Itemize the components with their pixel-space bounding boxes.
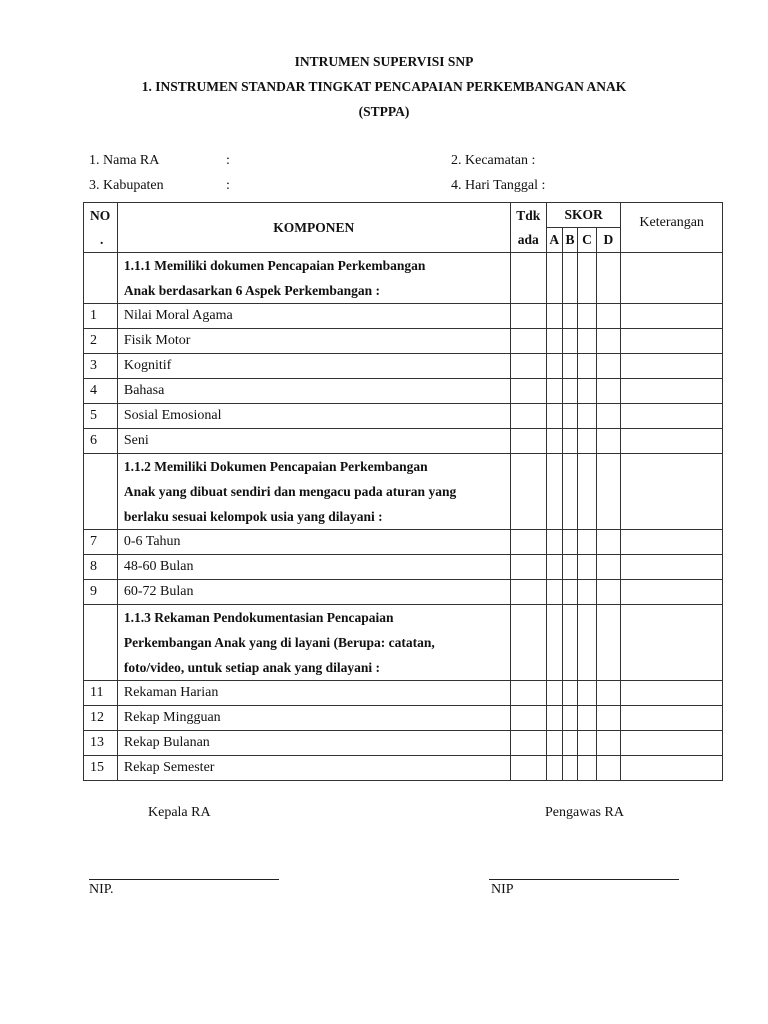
skor-d-cell[interactable] xyxy=(596,253,621,304)
skor-b-cell[interactable] xyxy=(562,253,578,304)
tdk-ada-cell[interactable] xyxy=(510,429,546,454)
skor-b-cell[interactable] xyxy=(562,605,578,681)
keterangan-cell[interactable] xyxy=(621,580,723,605)
nama-ra-colon: : xyxy=(226,153,230,168)
tdk-ada-cell[interactable] xyxy=(510,580,546,605)
tdk-ada-cell[interactable] xyxy=(510,530,546,555)
skor-d-cell[interactable] xyxy=(596,404,621,429)
keterangan-cell[interactable] xyxy=(621,253,723,304)
section-heading-line: foto/video, untuk setiap anak yang dilayani : xyxy=(123,660,381,675)
kepala-ra-label: Kepala RA xyxy=(148,805,211,820)
header-skor-b: B xyxy=(562,228,578,253)
table-row xyxy=(84,681,723,706)
row-number: 7 xyxy=(84,530,118,555)
document-subtitle: 1. INSTRUMEN STANDAR TINGKAT PENCAPAIAN PERKEMBANGAN ANAK xyxy=(141,79,627,94)
tdk-ada-cell[interactable] xyxy=(510,354,546,379)
skor-b-cell[interactable] xyxy=(562,379,578,404)
skor-d-cell[interactable] xyxy=(596,706,621,731)
pengawas-ra-label: Pengawas RA xyxy=(545,805,624,820)
skor-b-cell[interactable] xyxy=(562,706,578,731)
skor-c-cell[interactable] xyxy=(578,429,596,454)
section-heading-line: Perkembangan Anak yang di layani (Berupa: catatan, xyxy=(123,635,435,650)
row-komponen: 60-72 Bulan xyxy=(117,580,510,605)
header-skor-c: C xyxy=(578,228,596,253)
row-number: 3 xyxy=(84,354,118,379)
skor-d-cell[interactable] xyxy=(596,605,621,681)
keterangan-cell[interactable] xyxy=(621,530,723,555)
document-title: INTRUMEN SUPERVISI SNP xyxy=(294,54,474,69)
section-heading xyxy=(117,454,510,530)
keterangan-cell[interactable] xyxy=(621,379,723,404)
skor-a-cell[interactable] xyxy=(546,580,562,605)
section-heading-line: berlaku sesuai kelompok usia yang dilayani : xyxy=(123,509,383,524)
header-ada-label: ada xyxy=(517,231,539,247)
pengawas-signature-line xyxy=(489,879,679,880)
skor-a-cell[interactable] xyxy=(546,429,562,454)
row-komponen: Fisik Motor xyxy=(117,329,510,354)
tdk-ada-cell[interactable] xyxy=(510,329,546,354)
skor-b-cell[interactable] xyxy=(562,731,578,756)
row-number: 9 xyxy=(84,580,118,605)
row-komponen: Bahasa xyxy=(117,379,510,404)
tdk-ada-cell[interactable] xyxy=(510,605,546,681)
skor-b-cell[interactable] xyxy=(562,454,578,530)
skor-b-cell[interactable] xyxy=(562,329,578,354)
skor-d-cell[interactable] xyxy=(596,329,621,354)
table-row xyxy=(84,404,723,429)
skor-c-cell[interactable] xyxy=(578,304,596,329)
tdk-ada-cell[interactable] xyxy=(510,756,546,781)
skor-d-cell[interactable] xyxy=(596,580,621,605)
section-heading-line: Anak yang dibuat sendiri dan mengacu pada aturan yang xyxy=(123,484,457,499)
skor-d-cell[interactable] xyxy=(596,379,621,404)
row-number: 11 xyxy=(84,681,118,706)
table-row xyxy=(84,329,723,354)
skor-b-cell[interactable] xyxy=(562,530,578,555)
skor-d-cell[interactable] xyxy=(596,454,621,530)
nama-ra-label: 1. Nama RA xyxy=(89,153,160,168)
kecamatan-label: 2. Kecamatan : xyxy=(451,153,536,168)
skor-c-cell[interactable] xyxy=(578,756,596,781)
table-row xyxy=(84,580,723,605)
skor-a-cell[interactable] xyxy=(546,530,562,555)
row-komponen: 0-6 Tahun xyxy=(117,530,510,555)
hari-tanggal-label: 4. Hari Tanggal : xyxy=(451,178,546,193)
keterangan-cell[interactable] xyxy=(621,756,723,781)
row-komponen: 48-60 Bulan xyxy=(117,555,510,580)
row-number: 1 xyxy=(84,304,118,329)
skor-a-cell[interactable] xyxy=(546,329,562,354)
tdk-ada-cell[interactable] xyxy=(510,706,546,731)
kepala-nip-label: NIP. xyxy=(89,882,114,897)
row-number: 15 xyxy=(84,756,118,781)
skor-c-cell[interactable] xyxy=(578,530,596,555)
kabupaten-label: 3. Kabupaten xyxy=(89,178,164,193)
skor-a-cell[interactable] xyxy=(546,354,562,379)
skor-b-cell[interactable] xyxy=(562,681,578,706)
skor-c-cell[interactable] xyxy=(578,555,596,580)
skor-a-cell[interactable] xyxy=(546,379,562,404)
row-komponen: Sosial Emosional xyxy=(117,404,510,429)
row-komponen: Rekap Semester xyxy=(117,756,510,781)
table-row xyxy=(84,731,723,756)
skor-c-cell[interactable] xyxy=(578,605,596,681)
table-row xyxy=(84,706,723,731)
skor-c-cell[interactable] xyxy=(578,681,596,706)
skor-d-cell[interactable] xyxy=(596,731,621,756)
tdk-ada-cell[interactable] xyxy=(510,404,546,429)
section-header-row xyxy=(84,253,723,304)
tdk-ada-cell[interactable] xyxy=(510,555,546,580)
tdk-ada-cell[interactable] xyxy=(510,731,546,756)
keterangan-cell[interactable] xyxy=(621,706,723,731)
skor-c-cell[interactable] xyxy=(578,731,596,756)
table-row xyxy=(84,756,723,781)
row-number: 13 xyxy=(84,731,118,756)
keterangan-cell[interactable] xyxy=(621,555,723,580)
skor-c-cell[interactable] xyxy=(578,454,596,530)
skor-a-cell[interactable] xyxy=(546,304,562,329)
skor-c-cell[interactable] xyxy=(578,329,596,354)
skor-a-cell[interactable] xyxy=(546,706,562,731)
table-row xyxy=(84,530,723,555)
skor-b-cell[interactable] xyxy=(562,555,578,580)
row-number: 12 xyxy=(84,706,118,731)
keterangan-cell[interactable] xyxy=(621,731,723,756)
skor-b-cell[interactable] xyxy=(562,354,578,379)
skor-a-cell[interactable] xyxy=(546,681,562,706)
skor-c-cell[interactable] xyxy=(578,580,596,605)
skor-a-cell[interactable] xyxy=(546,756,562,781)
section-heading-line: 1.1.3 Rekaman Pendokumentasian Pencapaian xyxy=(123,610,394,625)
keterangan-cell[interactable] xyxy=(621,605,723,681)
section-heading xyxy=(117,605,510,681)
row-komponen: Kognitif xyxy=(117,354,510,379)
header-komponen: KOMPONEN xyxy=(117,203,510,253)
tdk-ada-cell[interactable] xyxy=(510,253,546,304)
keterangan-cell[interactable] xyxy=(621,354,723,379)
row-number: 2 xyxy=(84,329,118,354)
kabupaten-colon: : xyxy=(226,178,230,193)
row-komponen: Rekap Mingguan xyxy=(117,706,510,731)
skor-d-cell[interactable] xyxy=(596,429,621,454)
skor-d-cell[interactable] xyxy=(596,681,621,706)
skor-a-cell[interactable] xyxy=(546,605,562,681)
header-skor: SKOR xyxy=(546,203,621,228)
table-row xyxy=(84,379,723,404)
table-row xyxy=(84,555,723,580)
supervision-table xyxy=(83,202,723,781)
row-komponen: Rekap Bulanan xyxy=(117,731,510,756)
section-no-cell xyxy=(84,253,118,304)
skor-d-cell[interactable] xyxy=(596,555,621,580)
section-heading-line: Anak berdasarkan 6 Aspek Perkembangan : xyxy=(123,283,381,298)
table-body xyxy=(84,253,723,781)
skor-c-cell[interactable] xyxy=(578,354,596,379)
skor-c-cell[interactable] xyxy=(578,404,596,429)
tdk-ada-cell[interactable] xyxy=(510,304,546,329)
skor-a-cell[interactable] xyxy=(546,454,562,530)
skor-c-cell[interactable] xyxy=(578,706,596,731)
keterangan-cell[interactable] xyxy=(621,304,723,329)
header-tdk-label: Tdk xyxy=(516,207,541,223)
section-heading-line: 1.1.2 Memiliki Dokumen Pencapaian Perkembangan xyxy=(123,459,428,474)
header-no xyxy=(84,203,118,253)
skor-d-cell[interactable] xyxy=(596,756,621,781)
tdk-ada-cell[interactable] xyxy=(510,454,546,530)
section-header-row xyxy=(84,454,723,530)
row-number: 6 xyxy=(84,429,118,454)
section-heading xyxy=(117,253,510,304)
row-number: 5 xyxy=(84,404,118,429)
keterangan-cell[interactable] xyxy=(621,681,723,706)
skor-c-cell[interactable] xyxy=(578,253,596,304)
section-no-cell xyxy=(84,605,118,681)
skor-a-cell[interactable] xyxy=(546,253,562,304)
skor-b-cell[interactable] xyxy=(562,756,578,781)
section-no-cell xyxy=(84,454,118,530)
section-heading-line: 1.1.1 Memiliki dokumen Pencapaian Perkembangan xyxy=(123,258,426,273)
row-komponen: Nilai Moral Agama xyxy=(117,304,510,329)
keterangan-cell[interactable] xyxy=(621,404,723,429)
skor-a-cell[interactable] xyxy=(546,555,562,580)
skor-c-cell[interactable] xyxy=(578,379,596,404)
row-number: 4 xyxy=(84,379,118,404)
header-skor-a: A xyxy=(546,228,562,253)
skor-b-cell[interactable] xyxy=(562,304,578,329)
skor-a-cell[interactable] xyxy=(546,404,562,429)
kepala-signature-line xyxy=(89,879,279,880)
keterangan-cell[interactable] xyxy=(621,329,723,354)
row-number: 8 xyxy=(84,555,118,580)
header-tdk-ada xyxy=(510,203,546,253)
skor-a-cell[interactable] xyxy=(546,731,562,756)
row-komponen: Seni xyxy=(117,429,510,454)
header-no-dot: . xyxy=(100,231,104,247)
tdk-ada-cell[interactable] xyxy=(510,681,546,706)
keterangan-cell[interactable] xyxy=(621,454,723,530)
header-no-label: NO xyxy=(90,207,111,223)
skor-d-cell[interactable] xyxy=(596,304,621,329)
skor-d-cell[interactable] xyxy=(596,354,621,379)
section-header-row xyxy=(84,605,723,681)
skor-b-cell[interactable] xyxy=(562,580,578,605)
header-keterangan: Keterangan xyxy=(621,203,723,253)
skor-d-cell[interactable] xyxy=(596,530,621,555)
pengawas-nip-label: NIP xyxy=(491,882,514,897)
document-subtitle-abbrev: (STPPA) xyxy=(358,104,410,119)
header-skor-d: D xyxy=(596,228,621,253)
table-row xyxy=(84,354,723,379)
row-komponen: Rekaman Harian xyxy=(117,681,510,706)
keterangan-cell[interactable] xyxy=(621,429,723,454)
tdk-ada-cell[interactable] xyxy=(510,379,546,404)
table-row xyxy=(84,429,723,454)
skor-b-cell[interactable] xyxy=(562,404,578,429)
skor-b-cell[interactable] xyxy=(562,429,578,454)
table-row xyxy=(84,304,723,329)
